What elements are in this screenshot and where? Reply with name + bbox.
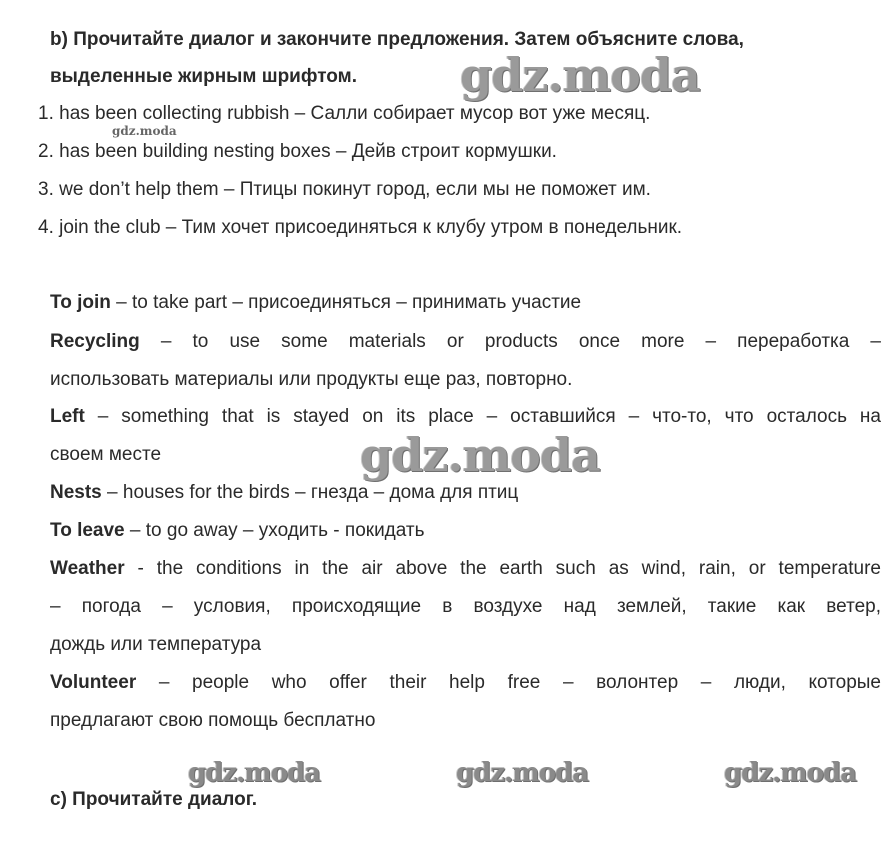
section-c-heading: c) Прочитайте диалог. xyxy=(50,789,258,810)
watermark-logo: gdz.moda xyxy=(360,428,600,482)
definition-nests xyxy=(50,481,518,505)
answer-3: 3. we don’t help them – Птицы покинут город, если мы не поможет им. xyxy=(38,179,651,200)
watermark-logo: gdz.moda xyxy=(456,758,589,788)
definition-recycling xyxy=(50,330,881,354)
watermark-logo: gdz.moda xyxy=(724,758,857,788)
definition-left-continuation: своем месте xyxy=(50,444,162,465)
answer-2: 2. has been building nesting boxes – Дейв строит кормушки. xyxy=(38,141,557,162)
definition-text: – houses for the birds – гнезда – дома для птиц xyxy=(101,482,519,503)
definition-text: - the conditions in the air above the earth such as wind, rain, or temperature xyxy=(124,558,881,579)
term-nests: Nests xyxy=(50,482,102,503)
definition-volunteer-continuation: предлагают свою помощь бесплатно xyxy=(50,710,376,731)
definition-text: – to use some materials or products once more – переработка – xyxy=(139,331,881,352)
term-to-join: To join xyxy=(50,292,111,313)
answer-4: 4. join the club – Тим хочет присоединяться к клубу утром в понедельник. xyxy=(38,217,683,238)
definition-weather-continuation: – погода – условия, происходящие в воздухе над землей, такие как ветер, xyxy=(50,596,881,617)
definition-text: – something that is stayed on its place – оставшийся – что-то, что осталось на xyxy=(84,406,881,427)
definition-volunteer xyxy=(50,671,881,695)
section-b-heading-line2: выделенные жирным шрифтом. xyxy=(50,66,357,87)
answer-1: 1. has been collecting rubbish – Салли собирает мусор вот уже месяц. xyxy=(38,103,651,124)
definition-weather-continuation2: дождь или температура xyxy=(50,634,262,655)
term-weather: Weather xyxy=(50,558,125,579)
watermark-logo: gdz.moda xyxy=(460,48,700,102)
watermark-logo: gdz.moda xyxy=(188,758,321,788)
definition-left xyxy=(50,405,881,429)
term-recycling: Recycling xyxy=(50,331,140,352)
term-left: Left xyxy=(50,406,85,427)
definition-text: – people who offer their help free – волонтер – люди, которые xyxy=(136,672,881,693)
definition-text: – to take part – присоединяться – принимать участие xyxy=(110,292,582,313)
definition-to-join xyxy=(50,291,581,315)
definition-text: – to go away – уходить - покидать xyxy=(124,520,425,541)
term-to-leave: To leave xyxy=(50,520,125,541)
term-volunteer: Volunteer xyxy=(50,672,137,693)
definition-recycling-continuation: использовать материалы или продукты еще раз, повторно. xyxy=(50,369,573,390)
definition-weather xyxy=(50,557,881,581)
watermark-logo-small: gdz.moda xyxy=(112,124,177,138)
definition-to-leave xyxy=(50,519,425,543)
section-b-heading-line1: b) Прочитайте диалог и закончите предложения. Затем объясните слова, xyxy=(50,29,744,50)
